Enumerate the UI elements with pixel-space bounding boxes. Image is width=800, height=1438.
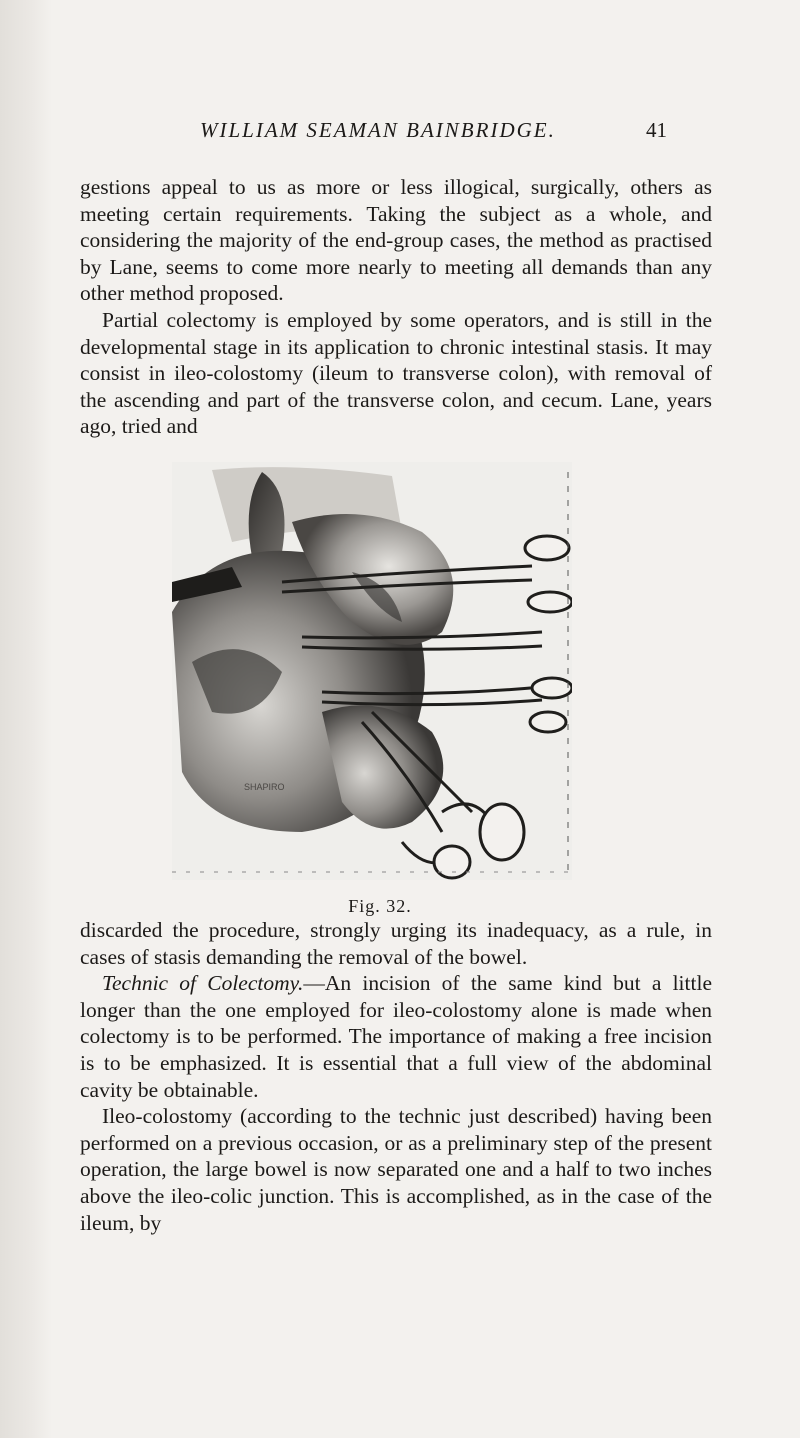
technic-body: —An incision of the same kind but a little longer than the one employed for ileo-colostomy alone is made when colectomy is to be performed. The importance of making a free incision is to be emphasized. It is essential that a full view of the abdominal cavity be obtainable. xyxy=(80,971,712,1102)
surgical-illustration xyxy=(172,462,572,880)
figure-caption xyxy=(0,896,800,917)
figure-caption-text: Fig. 32. xyxy=(348,896,412,916)
text-block-top xyxy=(80,174,712,440)
page-edge-shadow xyxy=(0,0,52,1438)
paragraph-continuation: gestions appeal to us as more or less illogical, surgically, others as meeting certain requirements. Taking the subject as a whole, and considering the majority of the end-group cases, the method as practised by Lane, seems to come more nearly to meeting all demands than any other method proposed. xyxy=(80,175,712,306)
paragraph-partial-colectomy: Partial colectomy is employed by some operators, and is still in the developmental stage in its application to chronic intestinal stasis. It may consist in ileo-colostomy (ileum to transverse colon), with removal of the ascending and part of the transverse colon, and cecum. Lane, years ago, tried and xyxy=(80,307,712,439)
paragraph-discarded: discarded the procedure, strongly urging its inadequacy, as a rule, in cases of stasis demanding the removal of the bowel. xyxy=(80,918,712,969)
illustrator-signature: SHAPIRO xyxy=(244,782,285,792)
running-title: WILLIAM SEAMAN BAINBRIDGE. xyxy=(200,118,556,142)
text-block-bottom xyxy=(80,917,712,1236)
technic-heading: Technic of Colectomy. xyxy=(102,971,304,996)
paragraph-ileo-colostomy: Ileo-colostomy (according to the technic just described) having been performed on a previous occasion, or as a preliminary step of the present operation, the large bowel is now separated one and a half to two inches above the ileo-colic junction. This is accomplished, as in the case of the ileum, by xyxy=(80,1104,712,1235)
paragraph-technic xyxy=(80,970,712,1103)
running-head xyxy=(0,118,800,148)
page-number: 41 xyxy=(646,118,667,142)
